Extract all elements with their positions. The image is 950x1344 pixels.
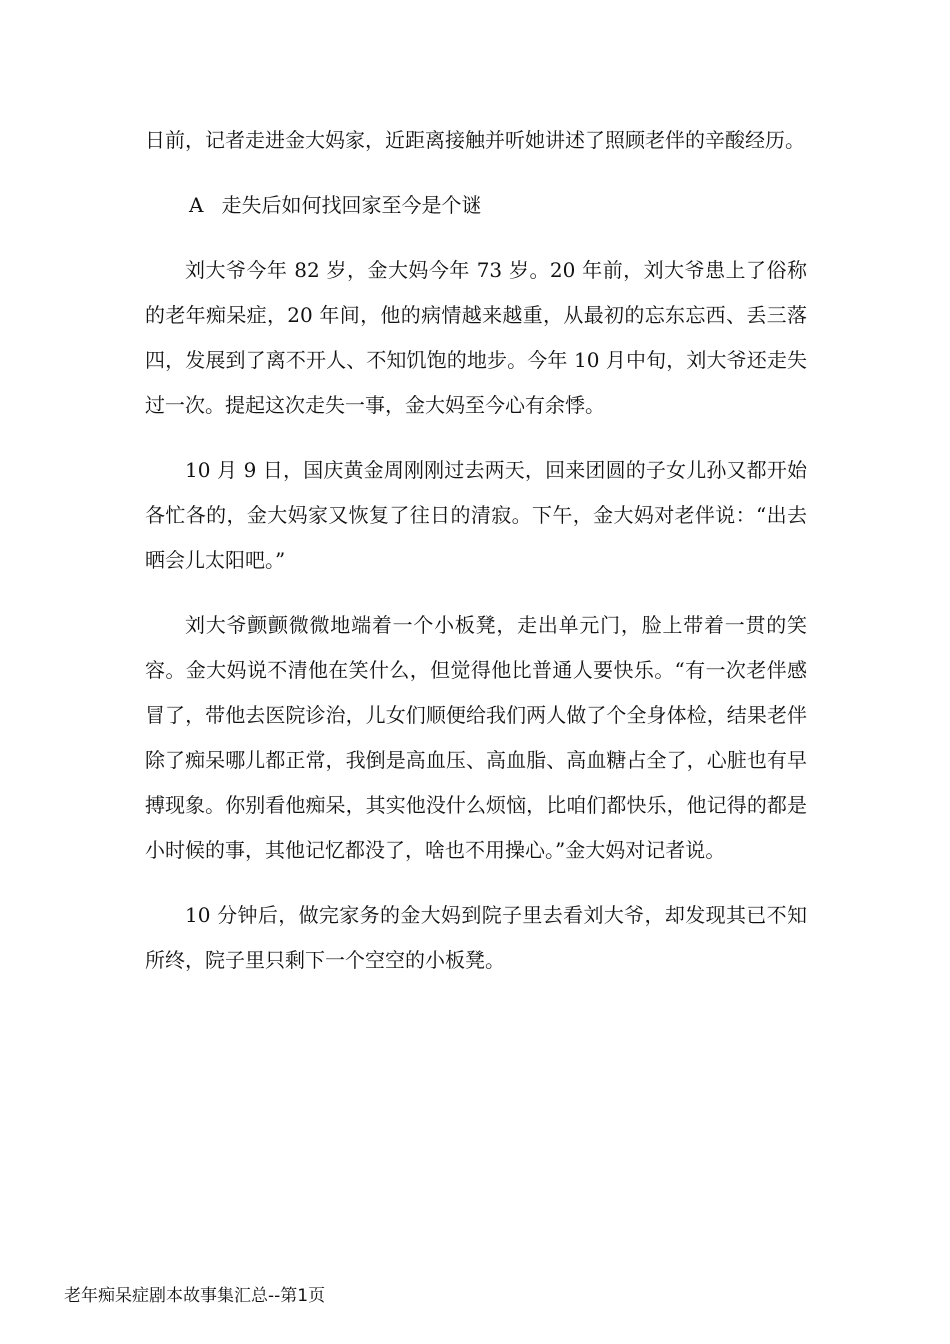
body-paragraph-4: 10 分钟后，做完家务的金大妈到院子里去看刘大爷，却发现其已不知所终，院子里只剩下一个空空的小板凳。: [145, 903, 807, 972]
body-paragraph-3: 刘大爷颤颤微微地端着一个小板凳，走出单元门，脸上带着一贯的笑容。金大妈说不清他在笑什么，但觉得他比普通人要快乐。“有一次老伴感冒了，带他去医院诊治，儿女们顺便给我们两人做了个全身体检，结果老伴除了痴呆哪儿都正常，我倒是高血压、高血脂、高血糖占全了，心脏也有早搏现象。你别看他痴呆，其实他没什么烦恼，比咱们都快乐，他记得的都是小时候的事，其他记忆都没了，啥也不用操心。”金大妈对记者说。: [145, 613, 807, 862]
body-paragraph-2: 10 月 9 日，国庆黄金周刚刚过去两天，回来团圆的子女儿孙又都开始各忙各的，金大妈家又恢复了往日的清寂。下午，金大妈对老伴说：“出去晒会儿太阳吧。”: [145, 458, 807, 572]
intro-paragraph: 日前，记者走进金大妈家，近距离接触并听她讲述了照顾老伴的辛酸经历。: [145, 128, 805, 152]
section-a-letter: A: [189, 193, 204, 217]
section-a-title: 走失后如何找回家至今是个谜: [221, 193, 482, 217]
page-footer: 老年痴呆症剧本故事集汇总--第1页: [64, 1286, 326, 1306]
body-paragraph-1: 刘大爷今年 82 岁，金大妈今年 73 岁。20 年前，刘大爷患上了俗称的老年痴呆症，20 年间，他的病情越来越重，从最初的忘东忘西、丢三落四，发展到了离不开人、不知饥饱的地步。今年 10 月中旬，刘大爷还走失过一次。提起这次走失一事，金大妈至今心有余悸。: [145, 258, 807, 417]
section-a-heading: [145, 183, 807, 228]
document-body: [145, 118, 807, 1003]
